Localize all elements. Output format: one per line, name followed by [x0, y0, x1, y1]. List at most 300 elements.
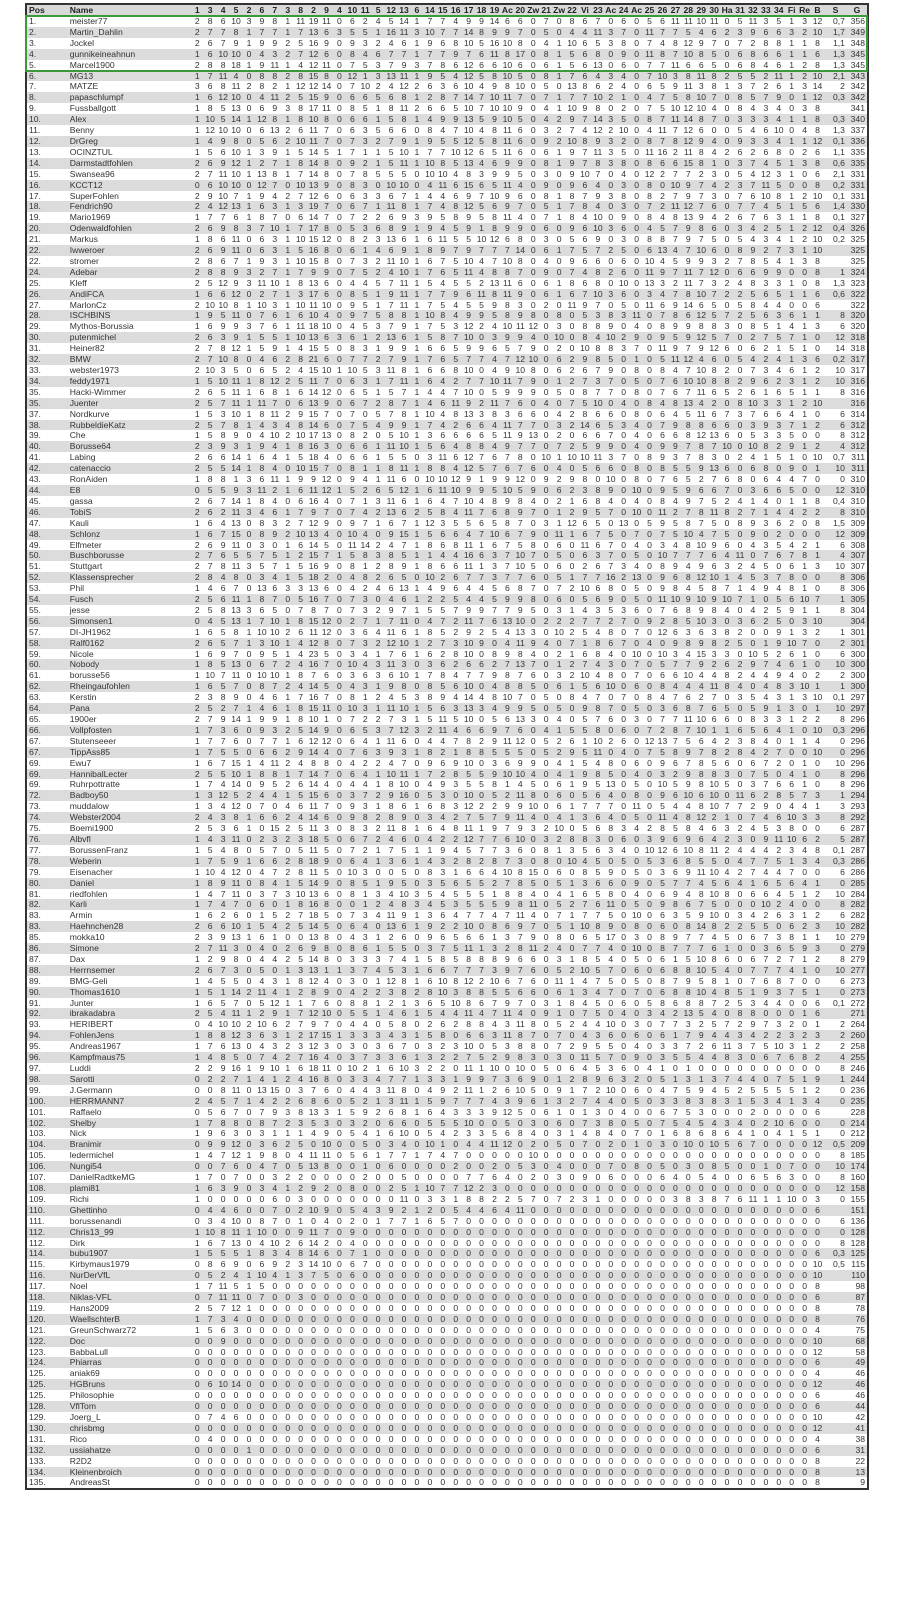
score-cell: 9 — [501, 899, 514, 910]
score-cell: 0 — [734, 321, 747, 332]
player-name-cell: Ruhrpottratte — [68, 779, 191, 790]
score-cell: 1 — [772, 703, 785, 714]
score-cell: 4 — [734, 278, 747, 289]
score-cell: 7 — [307, 998, 320, 1009]
score-cell: 8 — [604, 670, 617, 681]
score-cell: 0 — [527, 158, 540, 169]
score-cell: 0 — [798, 529, 811, 540]
score-cell: 0 — [643, 932, 656, 943]
score-cell: 8 — [217, 343, 230, 354]
score-cell: 10 — [618, 277, 629, 288]
player-name-cell: Simonsen1 — [68, 616, 191, 627]
score-cell: 7 — [708, 114, 721, 125]
score-cell: 1 — [281, 452, 294, 463]
score-cell: 3 — [553, 954, 566, 965]
score-cell: 7 — [217, 889, 230, 900]
score-cell: 0 — [540, 321, 553, 332]
score-cell: 15 — [308, 790, 319, 801]
score-cell: 4 — [527, 812, 540, 823]
score-cell: 7 — [540, 16, 553, 27]
score-cell: 11 — [399, 157, 409, 168]
score-cell: 5 — [436, 300, 449, 311]
score-cell: 8 — [230, 420, 243, 431]
score-cell: 2 — [372, 714, 385, 725]
score-cell: 0 — [617, 321, 630, 332]
score-cell: 9 — [540, 136, 553, 147]
score-cell: 3 — [372, 60, 385, 71]
score-cell: 11 — [696, 70, 706, 81]
table-row — [26, 583, 868, 594]
score-cell: 6 — [617, 60, 630, 71]
score-cell: 6 — [488, 616, 501, 627]
score-cell: 2 — [798, 921, 811, 932]
score-cell: 1 — [191, 899, 204, 910]
score-cell: 1 — [553, 507, 566, 518]
score-cell: 6 — [346, 16, 359, 27]
score-cell: 7 — [320, 692, 333, 703]
score-cell: 11 — [502, 430, 512, 441]
score-cell: 0 — [410, 932, 423, 943]
score-cell: 7 — [398, 518, 411, 529]
score-cell: 3 — [759, 430, 772, 441]
score-cell: 7 — [475, 507, 488, 518]
score-cell: 2 — [372, 136, 385, 147]
score-cell: 6 — [398, 234, 411, 245]
score-cell: 0 — [617, 899, 630, 910]
score-cell: 7 — [320, 376, 333, 387]
score-cell: 11 — [322, 59, 331, 70]
player-name-cell: MATZE — [68, 81, 191, 92]
score-cell: 7 — [695, 201, 708, 212]
score-cell: 9 — [423, 921, 436, 932]
score-cell: 6 — [255, 125, 268, 136]
score-cell: 6 — [527, 965, 540, 976]
score-cell: 1 — [333, 550, 346, 561]
score-cell: 0 — [243, 49, 256, 60]
score-cell: 11 — [218, 943, 228, 954]
score-cell: 0 — [643, 430, 656, 441]
score-cell: 7 — [217, 758, 230, 769]
score-cell: 8 — [449, 769, 462, 780]
score-cell: 4 — [772, 300, 785, 311]
score-cell: 4 — [436, 496, 449, 507]
score-cell: 7 — [669, 659, 682, 670]
score-cell: 0 — [333, 758, 346, 769]
score-cell: 7 — [346, 594, 359, 605]
score-cell: 6 — [746, 954, 759, 965]
score-cell: 11 — [515, 910, 525, 921]
score-cell: 3 — [243, 16, 256, 27]
score-cell: 4 — [811, 856, 824, 867]
score-cell: 7 — [695, 191, 708, 202]
column-header: G — [847, 4, 868, 16]
score-cell: 5 — [462, 845, 475, 856]
score-cell: 1 — [475, 474, 488, 485]
score-cell: 5 — [578, 594, 591, 605]
score-cell: 4 — [669, 365, 682, 376]
score-cell: 6 — [204, 81, 217, 92]
score-cell: 1 — [191, 92, 204, 103]
rank-cell: 26. — [26, 289, 68, 300]
score-cell: 8 — [436, 60, 449, 71]
score-cell: 6 — [630, 758, 643, 769]
score-cell: 5 — [617, 245, 630, 256]
score-cell: 8 — [695, 845, 708, 856]
score-cell: 8 — [501, 267, 514, 278]
score-cell: 0 — [643, 954, 656, 965]
score-cell: 12 — [257, 179, 267, 190]
score-cell: 6 — [475, 180, 488, 191]
rank-cell: 35. — [26, 398, 68, 409]
score-cell: 7 — [423, 769, 436, 780]
score-cell: 6 — [721, 540, 734, 551]
score-cell: 7 — [514, 463, 527, 474]
score-cell: 0 — [540, 649, 553, 660]
score-cell: 0 — [385, 867, 398, 878]
score-cell: 7 — [385, 49, 398, 60]
score-cell: 6 — [320, 998, 333, 1009]
score-cell: 14 — [308, 168, 319, 179]
score-cell: 9 — [669, 932, 682, 943]
score-cell: 1 — [191, 234, 204, 245]
table-row — [26, 790, 868, 801]
score-cell: 1 — [410, 638, 423, 649]
score-cell: 2 — [759, 81, 772, 92]
score-cell: 4 — [746, 169, 759, 180]
score-cell: 6 — [695, 300, 708, 311]
score-cell: 2 — [669, 769, 682, 780]
score-cell: 2 — [553, 747, 566, 758]
score-cell: 7 — [268, 27, 281, 38]
total-points-cell: 286 — [847, 867, 868, 878]
score-cell: 8 — [398, 310, 411, 321]
score-cell: 2 — [281, 49, 294, 60]
score-cell: 4 — [734, 845, 747, 856]
score-cell: 8 — [475, 441, 488, 452]
score-cell: 2 — [191, 496, 204, 507]
score-cell: 8 — [230, 954, 243, 965]
score-cell: 1 — [243, 441, 256, 452]
score-cell: 6 — [553, 681, 566, 692]
s-cell: 8 — [824, 583, 847, 594]
score-cell: 3 — [721, 769, 734, 780]
score-cell: 11 — [502, 146, 512, 157]
score-cell: 6 — [578, 180, 591, 191]
score-cell: 3 — [734, 834, 747, 845]
score-cell: 12 — [450, 474, 461, 485]
score-cell: 6 — [540, 147, 553, 158]
score-cell: 6 — [708, 714, 721, 725]
score-cell: 0 — [785, 267, 798, 278]
score-cell: 7 — [346, 81, 359, 92]
score-cell: 3 — [372, 889, 385, 900]
score-cell: 11 — [309, 801, 319, 812]
score-cell: 16 — [399, 790, 409, 801]
s-cell: 10 — [824, 889, 847, 900]
score-cell: 1 — [553, 376, 566, 387]
score-cell: 5 — [204, 823, 217, 834]
score-cell: 0 — [630, 834, 643, 845]
score-cell: 4 — [385, 692, 398, 703]
score-cell: 12 — [231, 866, 241, 877]
score-cell: 4 — [759, 681, 772, 692]
score-cell: 12 — [347, 70, 358, 81]
score-cell: 9 — [294, 409, 307, 420]
score-cell: 6 — [423, 496, 436, 507]
score-cell: 8 — [695, 769, 708, 780]
score-cell: 5 — [398, 550, 411, 561]
table-row — [26, 452, 868, 463]
score-cell: 0 — [527, 245, 540, 256]
score-cell: 10 — [812, 615, 823, 626]
score-cell: 1 — [785, 289, 798, 300]
score-cell: 0 — [734, 965, 747, 976]
score-cell: 4 — [772, 583, 785, 594]
total-points-cell: 330 — [847, 201, 868, 212]
score-cell: 13 — [683, 397, 694, 408]
rank-cell: 75. — [26, 823, 68, 834]
score-cell: 5 — [204, 605, 217, 616]
rank-cell: 43. — [26, 474, 68, 485]
score-cell: 0 — [566, 321, 579, 332]
score-cell: 6 — [656, 16, 669, 27]
score-cell: 9 — [398, 223, 411, 234]
score-cell: 6 — [449, 681, 462, 692]
score-cell: 7 — [591, 714, 604, 725]
score-cell: 4 — [372, 583, 385, 594]
score-cell: 4 — [669, 409, 682, 420]
score-cell: 11 — [632, 801, 642, 812]
score-cell: 10 — [270, 615, 280, 626]
score-cell: 6 — [255, 899, 268, 910]
score-cell: 3 — [372, 71, 385, 82]
score-cell: 7 — [669, 878, 682, 889]
rank-cell: 40. — [26, 441, 68, 452]
score-cell: 3 — [734, 180, 747, 191]
score-cell: 6 — [204, 681, 217, 692]
score-cell: 2 — [191, 507, 204, 518]
score-cell: 1 — [281, 998, 294, 1009]
score-cell: 4 — [385, 540, 398, 551]
score-cell: 9 — [578, 769, 591, 780]
score-cell: 2 — [281, 409, 294, 420]
score-cell: 4 — [449, 692, 462, 703]
score-cell: 6 — [669, 376, 682, 387]
score-cell: 14 — [463, 92, 474, 103]
score-cell: 3 — [359, 681, 372, 692]
score-cell: 6 — [423, 81, 436, 92]
score-cell: 4 — [785, 474, 798, 485]
score-cell: 4 — [372, 910, 385, 921]
score-cell: 12 — [463, 452, 474, 463]
score-cell: 4 — [772, 889, 785, 900]
score-cell: 8 — [385, 561, 398, 572]
score-cell: 8 — [359, 169, 372, 180]
s-cell: 8 — [824, 954, 847, 965]
score-cell: 10 — [696, 365, 706, 375]
score-cell: 10 — [295, 332, 306, 343]
score-cell: 6 — [669, 856, 682, 867]
score-cell: 4 — [449, 725, 462, 736]
score-cell: 5 — [449, 136, 462, 147]
s-cell: 0,1 — [824, 212, 847, 223]
score-cell: 3 — [785, 845, 798, 856]
score-cell: 2 — [372, 572, 385, 583]
score-cell: 4 — [436, 550, 449, 561]
player-name-cell: Marcel1900 — [68, 60, 191, 71]
score-cell: 4 — [591, 659, 604, 670]
score-cell: 7 — [346, 420, 359, 431]
score-cell: 1 — [410, 409, 423, 420]
score-cell: 3 — [721, 561, 734, 572]
score-cell: 5 — [398, 572, 411, 583]
table-row — [26, 747, 868, 758]
score-cell: 3 — [255, 572, 268, 583]
score-cell: 8 — [501, 310, 514, 321]
score-cell: 11 — [709, 681, 719, 692]
score-cell: 3 — [759, 136, 772, 147]
score-cell: 2 — [566, 627, 579, 638]
score-cell: 5 — [630, 867, 643, 878]
score-cell: 1 — [410, 332, 423, 343]
score-cell: 11 — [399, 70, 409, 81]
score-cell: 3 — [772, 692, 785, 703]
score-cell: 10 — [489, 92, 500, 103]
score-cell: 10 — [463, 714, 474, 724]
score-cell: 5 — [475, 136, 488, 147]
score-cell: 4 — [217, 801, 230, 812]
score-cell: 0 — [591, 474, 604, 485]
score-cell: 9 — [656, 834, 669, 845]
score-cell: 0 — [333, 856, 346, 867]
score-cell: 7 — [385, 409, 398, 420]
score-cell: 4 — [449, 463, 462, 474]
score-cell: 2 — [191, 561, 204, 572]
score-cell: 2 — [811, 365, 824, 376]
score-cell: 10 — [593, 92, 603, 103]
score-cell: 11 — [645, 48, 654, 59]
score-cell: 0 — [281, 398, 294, 409]
score-cell: 11 — [257, 277, 267, 288]
score-cell: 4 — [643, 92, 656, 103]
score-cell: 3 — [243, 474, 256, 485]
score-cell: 3 — [436, 790, 449, 801]
score-cell: 11 — [386, 910, 396, 921]
score-cell: 0 — [630, 16, 643, 27]
total-points-cell: 320 — [847, 321, 868, 332]
score-cell: 0 — [333, 921, 346, 932]
score-cell: 1 — [372, 878, 385, 889]
score-cell: 6 — [436, 758, 449, 769]
score-cell: 1 — [359, 496, 372, 507]
score-cell: 7 — [346, 212, 359, 223]
score-cell: 7 — [294, 1008, 307, 1019]
score-cell: 8 — [514, 649, 527, 660]
score-cell: 5 — [553, 572, 566, 583]
score-cell: 1 — [398, 998, 411, 1009]
score-cell: 7 — [230, 191, 243, 202]
score-cell: 13 — [593, 59, 603, 70]
score-cell: 4 — [346, 758, 359, 769]
score-cell: 2 — [281, 681, 294, 692]
score-cell: 6 — [669, 474, 682, 485]
score-cell: 0 — [333, 812, 346, 823]
score-cell: 10 — [683, 790, 694, 801]
score-cell: 8 — [230, 27, 243, 38]
score-cell: 6 — [372, 223, 385, 234]
score-cell: 14 — [308, 768, 319, 779]
score-cell: 8 — [346, 180, 359, 191]
score-cell: 7 — [230, 256, 243, 267]
score-cell: 5 — [695, 976, 708, 987]
score-cell: 8 — [811, 38, 824, 49]
score-cell: 1 — [243, 191, 256, 202]
score-cell: 12 — [463, 201, 474, 212]
score-cell: 4 — [772, 474, 785, 485]
score-cell: 3 — [708, 452, 721, 463]
score-cell: 6 — [759, 889, 772, 900]
score-cell: 9 — [669, 343, 682, 354]
score-cell: 6 — [527, 670, 540, 681]
score-cell: 9 — [230, 692, 243, 703]
score-cell: 9 — [217, 714, 230, 725]
score-cell: 5 — [708, 234, 721, 245]
total-points-cell: 286 — [847, 856, 868, 867]
score-cell: 15 — [231, 528, 241, 539]
score-cell: 8 — [527, 594, 540, 605]
score-cell: 0 — [333, 398, 346, 409]
score-cell: 10 — [683, 48, 694, 59]
score-cell: 8 — [488, 409, 501, 420]
score-cell: 7 — [656, 92, 669, 103]
score-cell: 0 — [527, 81, 540, 92]
score-cell: 7 — [217, 398, 230, 409]
score-cell: 5 — [708, 758, 721, 769]
player-name-cell: Rheingaufohlen — [68, 681, 191, 692]
score-cell: 0 — [656, 180, 669, 191]
score-cell: 1 — [553, 518, 566, 529]
score-cell: 12 — [321, 474, 332, 485]
score-cell: 3 — [759, 365, 772, 376]
score-cell: 0 — [540, 594, 553, 605]
table-row — [26, 441, 868, 452]
score-cell: 0 — [630, 234, 643, 245]
score-cell: 1 — [372, 856, 385, 867]
score-cell: 10 — [593, 397, 603, 408]
score-cell: 9 — [578, 779, 591, 790]
s-cell: 1,4 — [824, 201, 847, 212]
score-cell: 3 — [708, 627, 721, 638]
rank-cell: 16. — [26, 180, 68, 191]
score-cell: 6 — [759, 725, 772, 736]
score-cell: 7 — [204, 169, 217, 180]
score-cell: 1 — [217, 987, 230, 998]
score-cell: 0 — [410, 180, 423, 191]
score-cell: 1 — [669, 954, 682, 965]
column-header: 28 — [683, 5, 694, 15]
player-name-cell: Fusch — [68, 594, 191, 605]
score-cell: 12 — [321, 234, 332, 245]
score-cell: 5 — [772, 223, 785, 234]
score-cell: 4 — [488, 365, 501, 376]
score-cell: 5 — [682, 616, 695, 627]
score-cell: 5 — [230, 747, 243, 758]
score-cell: 7 — [475, 452, 488, 463]
score-cell: 9 — [669, 81, 682, 92]
score-cell: 5 — [449, 714, 462, 725]
column-header: 4 — [217, 4, 230, 16]
rank-cell: 62. — [26, 681, 68, 692]
